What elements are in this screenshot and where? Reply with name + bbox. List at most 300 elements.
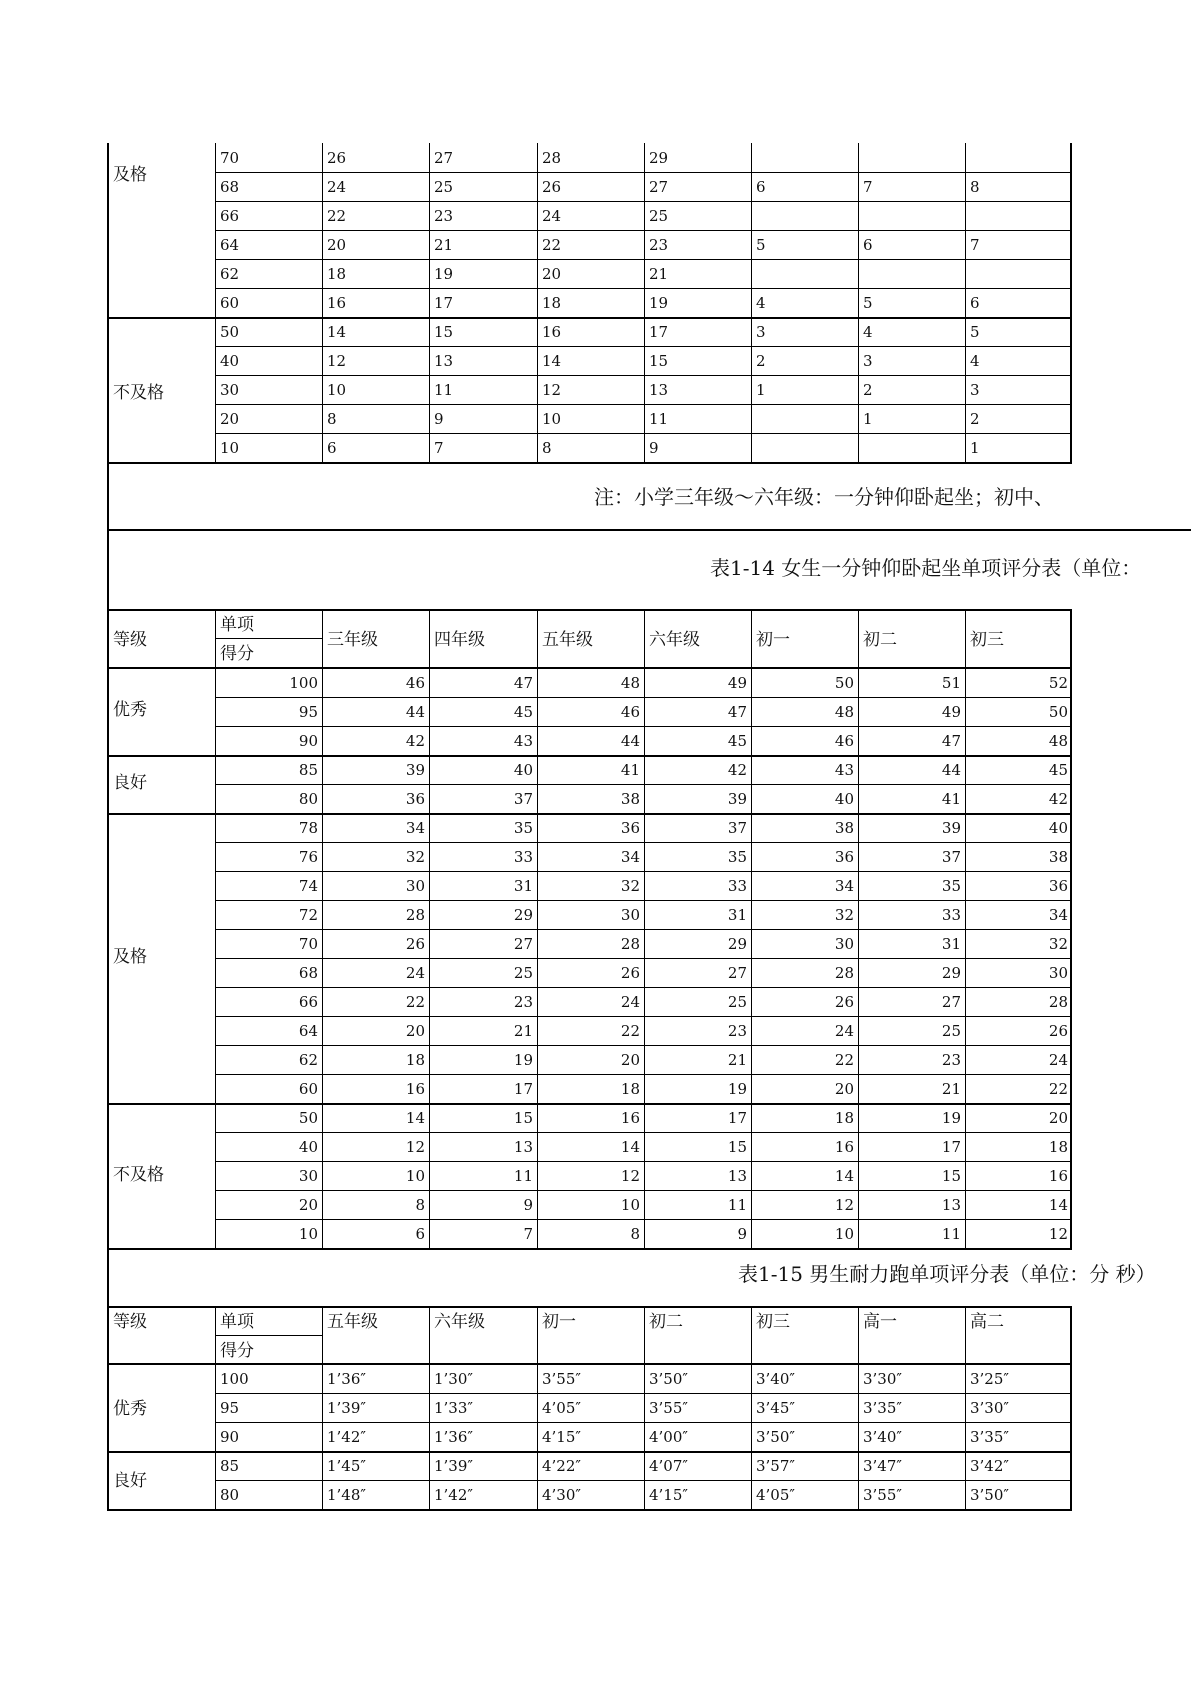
- value-cell: 17: [941, 1138, 961, 1156]
- grid-hline: [215, 871, 1072, 872]
- grid-vline: [965, 1306, 966, 1509]
- value-cell: 18: [405, 1051, 425, 1069]
- value-cell: 3’47″: [863, 1457, 903, 1475]
- score-cell: 85: [298, 761, 318, 779]
- value-cell: 8: [542, 439, 552, 457]
- value-cell: 47: [727, 703, 747, 721]
- grid-vline: [107, 609, 109, 1248]
- grid-vline: [751, 1306, 752, 1509]
- grid-vline: [107, 143, 109, 462]
- value-cell: 44: [620, 732, 640, 750]
- grid-hline: [215, 259, 1072, 260]
- value-cell: 46: [405, 674, 425, 692]
- grid-vline: [429, 143, 430, 462]
- value-cell: 4’22″: [542, 1457, 582, 1475]
- value-cell: 48: [1048, 732, 1068, 750]
- value-cell: 1: [863, 410, 873, 428]
- value-cell: 17: [434, 294, 454, 312]
- grid-hline: [215, 1219, 1072, 1220]
- value-cell: 34: [1048, 906, 1068, 924]
- value-cell: 11: [727, 1196, 747, 1214]
- value-cell: 3’40″: [863, 1428, 903, 1446]
- score-cell: 74: [298, 877, 318, 895]
- value-cell: 26: [327, 149, 347, 167]
- value-cell: 16: [1048, 1167, 1068, 1185]
- header-grade: 三年级: [327, 630, 378, 650]
- value-cell: 7: [523, 1225, 533, 1243]
- value-cell: 3’50″: [649, 1370, 689, 1388]
- value-cell: 8: [630, 1225, 640, 1243]
- grid-vline: [1070, 1306, 1072, 1509]
- header-level: 等级: [113, 630, 147, 650]
- value-cell: 18: [327, 265, 347, 283]
- value-cell: 4’05″: [542, 1399, 582, 1417]
- value-cell: 3’55″: [542, 1370, 582, 1388]
- value-cell: 32: [405, 848, 425, 866]
- header-grade: 初三: [970, 630, 1004, 650]
- value-cell: 20: [620, 1051, 640, 1069]
- grid-vline: [322, 143, 323, 462]
- value-cell: 29: [727, 935, 747, 953]
- value-cell: 33: [513, 848, 533, 866]
- value-cell: 3’35″: [863, 1399, 903, 1417]
- grid-hline: [107, 609, 1072, 611]
- value-cell: 31: [513, 877, 533, 895]
- value-cell: 1: [756, 381, 766, 399]
- level-label-excellent: 优秀: [113, 1399, 147, 1419]
- grid-vline: [215, 143, 216, 462]
- value-cell: 22: [1048, 1080, 1068, 1098]
- value-cell: 6: [970, 294, 980, 312]
- grid-vline: [537, 143, 538, 462]
- grid-hline: [215, 1422, 1072, 1423]
- value-cell: 15: [434, 323, 454, 341]
- value-cell: 28: [542, 149, 562, 167]
- value-cell: 22: [542, 236, 562, 254]
- value-cell: 17: [649, 323, 669, 341]
- value-cell: 6: [415, 1225, 425, 1243]
- grid-vline: [107, 1248, 109, 1306]
- value-cell: 5: [863, 294, 873, 312]
- value-cell: 41: [620, 761, 640, 779]
- header-score: 得分: [220, 1341, 254, 1361]
- score-cell: 100: [289, 674, 318, 692]
- value-cell: 4’07″: [649, 1457, 689, 1475]
- header-grade: 初二: [863, 630, 897, 650]
- score-cell: 70: [298, 935, 318, 953]
- value-cell: 1’42″: [434, 1486, 474, 1504]
- value-cell: 9: [434, 410, 444, 428]
- score-cell: 78: [298, 819, 318, 837]
- value-cell: 38: [620, 790, 640, 808]
- value-cell: 15: [727, 1138, 747, 1156]
- value-cell: 27: [941, 993, 961, 1011]
- value-cell: 45: [727, 732, 747, 750]
- value-cell: 11: [649, 410, 669, 428]
- value-cell: 44: [941, 761, 961, 779]
- value-cell: 3’45″: [756, 1399, 796, 1417]
- score-cell: 10: [220, 439, 240, 457]
- value-cell: 40: [513, 761, 533, 779]
- value-cell: 4: [756, 294, 766, 312]
- value-cell: 4: [863, 323, 873, 341]
- value-cell: 25: [727, 993, 747, 1011]
- value-cell: 20: [542, 265, 562, 283]
- table-caption-1-14: 表1-14 女生一分钟仰卧起坐单项评分表（单位：: [710, 556, 1142, 580]
- value-cell: 14: [834, 1167, 854, 1185]
- value-cell: 13: [649, 381, 669, 399]
- score-cell: 90: [298, 732, 318, 750]
- value-cell: 10: [542, 410, 562, 428]
- value-cell: 22: [620, 1022, 640, 1040]
- value-cell: 43: [834, 761, 854, 779]
- value-cell: 25: [941, 1022, 961, 1040]
- value-cell: 1’45″: [327, 1457, 367, 1475]
- score-cell: 95: [220, 1399, 240, 1417]
- value-cell: 5: [970, 323, 980, 341]
- grid-hline: [215, 288, 1072, 289]
- value-cell: 13: [513, 1138, 533, 1156]
- value-cell: 28: [1048, 993, 1068, 1011]
- grid-hline: [215, 375, 1072, 376]
- level-label-good: 良好: [113, 773, 147, 793]
- value-cell: 37: [941, 848, 961, 866]
- level-label-pass: 及格: [113, 947, 147, 967]
- grid-hline: [107, 813, 1072, 815]
- value-cell: 10: [327, 381, 347, 399]
- value-cell: 1’33″: [434, 1399, 474, 1417]
- header-grade: 五年级: [327, 1312, 378, 1332]
- value-cell: 50: [834, 674, 854, 692]
- value-cell: 24: [834, 1022, 854, 1040]
- grid-vline: [429, 1306, 430, 1509]
- grid-hline: [215, 987, 1072, 988]
- value-cell: 1’48″: [327, 1486, 367, 1504]
- value-cell: 46: [620, 703, 640, 721]
- score-cell: 40: [220, 352, 240, 370]
- score-cell: 20: [220, 410, 240, 428]
- value-cell: 26: [1048, 1022, 1068, 1040]
- value-cell: 23: [513, 993, 533, 1011]
- grid-hline: [215, 842, 1072, 843]
- value-cell: 30: [620, 906, 640, 924]
- value-cell: 16: [405, 1080, 425, 1098]
- value-cell: 13: [727, 1167, 747, 1185]
- value-cell: 1’39″: [327, 1399, 367, 1417]
- value-cell: 3’30″: [970, 1399, 1010, 1417]
- value-cell: 14: [327, 323, 347, 341]
- grid-vline: [644, 1306, 645, 1509]
- score-cell: 76: [298, 848, 318, 866]
- value-cell: 28: [620, 935, 640, 953]
- header-grade: 初一: [542, 1312, 576, 1332]
- grid-hline: [215, 958, 1072, 959]
- value-cell: 14: [1048, 1196, 1068, 1214]
- score-cell: 60: [220, 294, 240, 312]
- value-cell: 21: [727, 1051, 747, 1069]
- grid-hline: [215, 433, 1072, 434]
- value-cell: 4’15″: [649, 1486, 689, 1504]
- value-cell: 3: [863, 352, 873, 370]
- header-grade: 初三: [756, 1312, 790, 1332]
- value-cell: 28: [405, 906, 425, 924]
- grid-hline: [215, 1045, 1072, 1046]
- value-cell: 14: [405, 1109, 425, 1127]
- value-cell: 15: [513, 1109, 533, 1127]
- grid-vline: [322, 1306, 323, 1509]
- grid-hline: [215, 201, 1072, 202]
- value-cell: 21: [649, 265, 669, 283]
- value-cell: 42: [727, 761, 747, 779]
- value-cell: 16: [327, 294, 347, 312]
- score-cell: 64: [220, 236, 240, 254]
- level-label-excellent: 优秀: [113, 700, 147, 720]
- value-cell: 50: [1048, 703, 1068, 721]
- value-cell: 15: [941, 1167, 961, 1185]
- value-cell: 25: [513, 964, 533, 982]
- value-cell: 12: [542, 381, 562, 399]
- value-cell: 1’39″: [434, 1457, 474, 1475]
- grid-hline: [215, 1161, 1072, 1162]
- grid-hline: [215, 726, 1072, 727]
- grid-vline: [965, 143, 966, 462]
- value-cell: 27: [513, 935, 533, 953]
- score-cell: 70: [220, 149, 240, 167]
- value-cell: 9: [737, 1225, 747, 1243]
- value-cell: 3: [970, 381, 980, 399]
- value-cell: 10: [620, 1196, 640, 1214]
- value-cell: 19: [513, 1051, 533, 1069]
- grid-hline: [215, 697, 1072, 698]
- header-grade: 高二: [970, 1312, 1004, 1332]
- value-cell: 19: [434, 265, 454, 283]
- value-cell: 40: [1048, 819, 1068, 837]
- score-cell: 95: [298, 703, 318, 721]
- value-cell: 10: [834, 1225, 854, 1243]
- value-cell: 5: [756, 236, 766, 254]
- value-cell: 23: [727, 1022, 747, 1040]
- level-label-good: 良好: [113, 1471, 147, 1491]
- value-cell: 30: [834, 935, 854, 953]
- header-grade: 五年级: [542, 630, 593, 650]
- value-cell: 39: [405, 761, 425, 779]
- grid-hline: [215, 784, 1072, 785]
- value-cell: 35: [941, 877, 961, 895]
- value-cell: 4’00″: [649, 1428, 689, 1446]
- grid-hline: [215, 1074, 1072, 1075]
- value-cell: 4’30″: [542, 1486, 582, 1504]
- header-item: 单项: [220, 1312, 254, 1332]
- value-cell: 37: [513, 790, 533, 808]
- score-cell: 62: [220, 265, 240, 283]
- value-cell: 3’57″: [756, 1457, 796, 1475]
- score-cell: 10: [298, 1225, 318, 1243]
- value-cell: 3’55″: [649, 1399, 689, 1417]
- grid-hline: [107, 1306, 1072, 1308]
- header-grade: 四年级: [434, 630, 485, 650]
- grid-vline: [858, 1306, 859, 1509]
- value-cell: 24: [1048, 1051, 1068, 1069]
- value-cell: 20: [327, 236, 347, 254]
- value-cell: 44: [405, 703, 425, 721]
- value-cell: 15: [649, 352, 669, 370]
- grid-hline: [107, 1509, 1072, 1511]
- grid-hline: [215, 1132, 1072, 1133]
- value-cell: 24: [405, 964, 425, 982]
- score-cell: 100: [220, 1370, 249, 1388]
- grid-hline: [215, 638, 322, 639]
- value-cell: 9: [523, 1196, 533, 1214]
- value-cell: 35: [513, 819, 533, 837]
- value-cell: 26: [542, 178, 562, 196]
- value-cell: 20: [1048, 1109, 1068, 1127]
- value-cell: 19: [727, 1080, 747, 1098]
- value-cell: 1’36″: [327, 1370, 367, 1388]
- value-cell: 3’42″: [970, 1457, 1010, 1475]
- value-cell: 38: [1048, 848, 1068, 866]
- value-cell: 35: [727, 848, 747, 866]
- value-cell: 47: [513, 674, 533, 692]
- grid-hline: [107, 1451, 1072, 1453]
- value-cell: 2: [970, 410, 980, 428]
- table-note: 注：小学三年级～六年级：一分钟仰卧起坐；初中、: [594, 485, 1054, 509]
- level-label-pass: 及格: [113, 165, 147, 185]
- grid-hline: [215, 172, 1072, 173]
- grid-hline: [215, 1480, 1072, 1481]
- value-cell: 49: [941, 703, 961, 721]
- header-grade: 六年级: [649, 630, 700, 650]
- level-label-fail: 不及格: [113, 1165, 164, 1185]
- value-cell: 19: [941, 1109, 961, 1127]
- header-grade: 六年级: [434, 1312, 485, 1332]
- grid-hline: [215, 1016, 1072, 1017]
- header-grade: 初二: [649, 1312, 683, 1332]
- value-cell: 1’36″: [434, 1428, 474, 1446]
- value-cell: 22: [327, 207, 347, 225]
- value-cell: 33: [727, 877, 747, 895]
- score-cell: 85: [220, 1457, 240, 1475]
- value-cell: 26: [620, 964, 640, 982]
- value-cell: 33: [941, 906, 961, 924]
- grid-vline: [215, 1306, 216, 1509]
- value-cell: 41: [941, 790, 961, 808]
- grid-hline: [107, 462, 1072, 464]
- value-cell: 34: [834, 877, 854, 895]
- value-cell: 16: [834, 1138, 854, 1156]
- grid-hline: [215, 1335, 322, 1336]
- value-cell: 52: [1048, 674, 1068, 692]
- value-cell: 8: [970, 178, 980, 196]
- value-cell: 21: [513, 1022, 533, 1040]
- value-cell: 29: [513, 906, 533, 924]
- value-cell: 29: [649, 149, 669, 167]
- grid-hline: [107, 1248, 1072, 1250]
- value-cell: 12: [405, 1138, 425, 1156]
- value-cell: 24: [620, 993, 640, 1011]
- value-cell: 29: [941, 964, 961, 982]
- value-cell: 51: [941, 674, 961, 692]
- value-cell: 34: [620, 848, 640, 866]
- value-cell: 11: [941, 1225, 961, 1243]
- header-grade: 初一: [756, 630, 790, 650]
- value-cell: 45: [1048, 761, 1068, 779]
- value-cell: 4: [970, 352, 980, 370]
- value-cell: 48: [620, 674, 640, 692]
- grid-vline: [1070, 143, 1072, 462]
- value-cell: 27: [727, 964, 747, 982]
- value-cell: 36: [834, 848, 854, 866]
- grid-hline: [107, 755, 1072, 757]
- score-cell: 62: [298, 1051, 318, 1069]
- value-cell: 1’42″: [327, 1428, 367, 1446]
- value-cell: 13: [941, 1196, 961, 1214]
- value-cell: 43: [513, 732, 533, 750]
- value-cell: 12: [1048, 1225, 1068, 1243]
- value-cell: 6: [863, 236, 873, 254]
- value-cell: 7: [970, 236, 980, 254]
- score-cell: 66: [298, 993, 318, 1011]
- value-cell: 14: [542, 352, 562, 370]
- value-cell: 40: [834, 790, 854, 808]
- grid-hline: [215, 1393, 1072, 1394]
- value-cell: 17: [727, 1109, 747, 1127]
- value-cell: 32: [834, 906, 854, 924]
- value-cell: 30: [405, 877, 425, 895]
- grid-vline: [537, 1306, 538, 1509]
- value-cell: 25: [649, 207, 669, 225]
- grid-hline: [107, 317, 1072, 319]
- grid-vline: [858, 143, 859, 462]
- value-cell: 27: [649, 178, 669, 196]
- value-cell: 19: [649, 294, 669, 312]
- score-cell: 66: [220, 207, 240, 225]
- score-cell: 50: [220, 323, 240, 341]
- value-cell: 11: [434, 381, 454, 399]
- value-cell: 8: [327, 410, 337, 428]
- score-cell: 68: [298, 964, 318, 982]
- score-cell: 30: [220, 381, 240, 399]
- value-cell: 24: [542, 207, 562, 225]
- grid-hline: [107, 1363, 1072, 1365]
- score-cell: 68: [220, 178, 240, 196]
- value-cell: 6: [327, 439, 337, 457]
- value-cell: 20: [834, 1080, 854, 1098]
- value-cell: 7: [434, 439, 444, 457]
- header-item: 单项: [220, 615, 254, 635]
- value-cell: 1: [970, 439, 980, 457]
- score-cell: 90: [220, 1428, 240, 1446]
- value-cell: 2: [863, 381, 873, 399]
- value-cell: 4’05″: [756, 1486, 796, 1504]
- value-cell: 23: [941, 1051, 961, 1069]
- value-cell: 7: [863, 178, 873, 196]
- value-cell: 22: [834, 1051, 854, 1069]
- value-cell: 45: [513, 703, 533, 721]
- value-cell: 2: [756, 352, 766, 370]
- value-cell: 12: [620, 1167, 640, 1185]
- grid-vline: [751, 143, 752, 462]
- value-cell: 36: [1048, 877, 1068, 895]
- score-cell: 80: [220, 1486, 240, 1504]
- value-cell: 13: [434, 352, 454, 370]
- value-cell: 18: [620, 1080, 640, 1098]
- grid-vline: [107, 1306, 109, 1509]
- value-cell: 3: [756, 323, 766, 341]
- grid-vline: [107, 530, 109, 610]
- grid-hline: [215, 230, 1072, 231]
- value-cell: 4’15″: [542, 1428, 582, 1446]
- grid-hline: [107, 667, 1072, 669]
